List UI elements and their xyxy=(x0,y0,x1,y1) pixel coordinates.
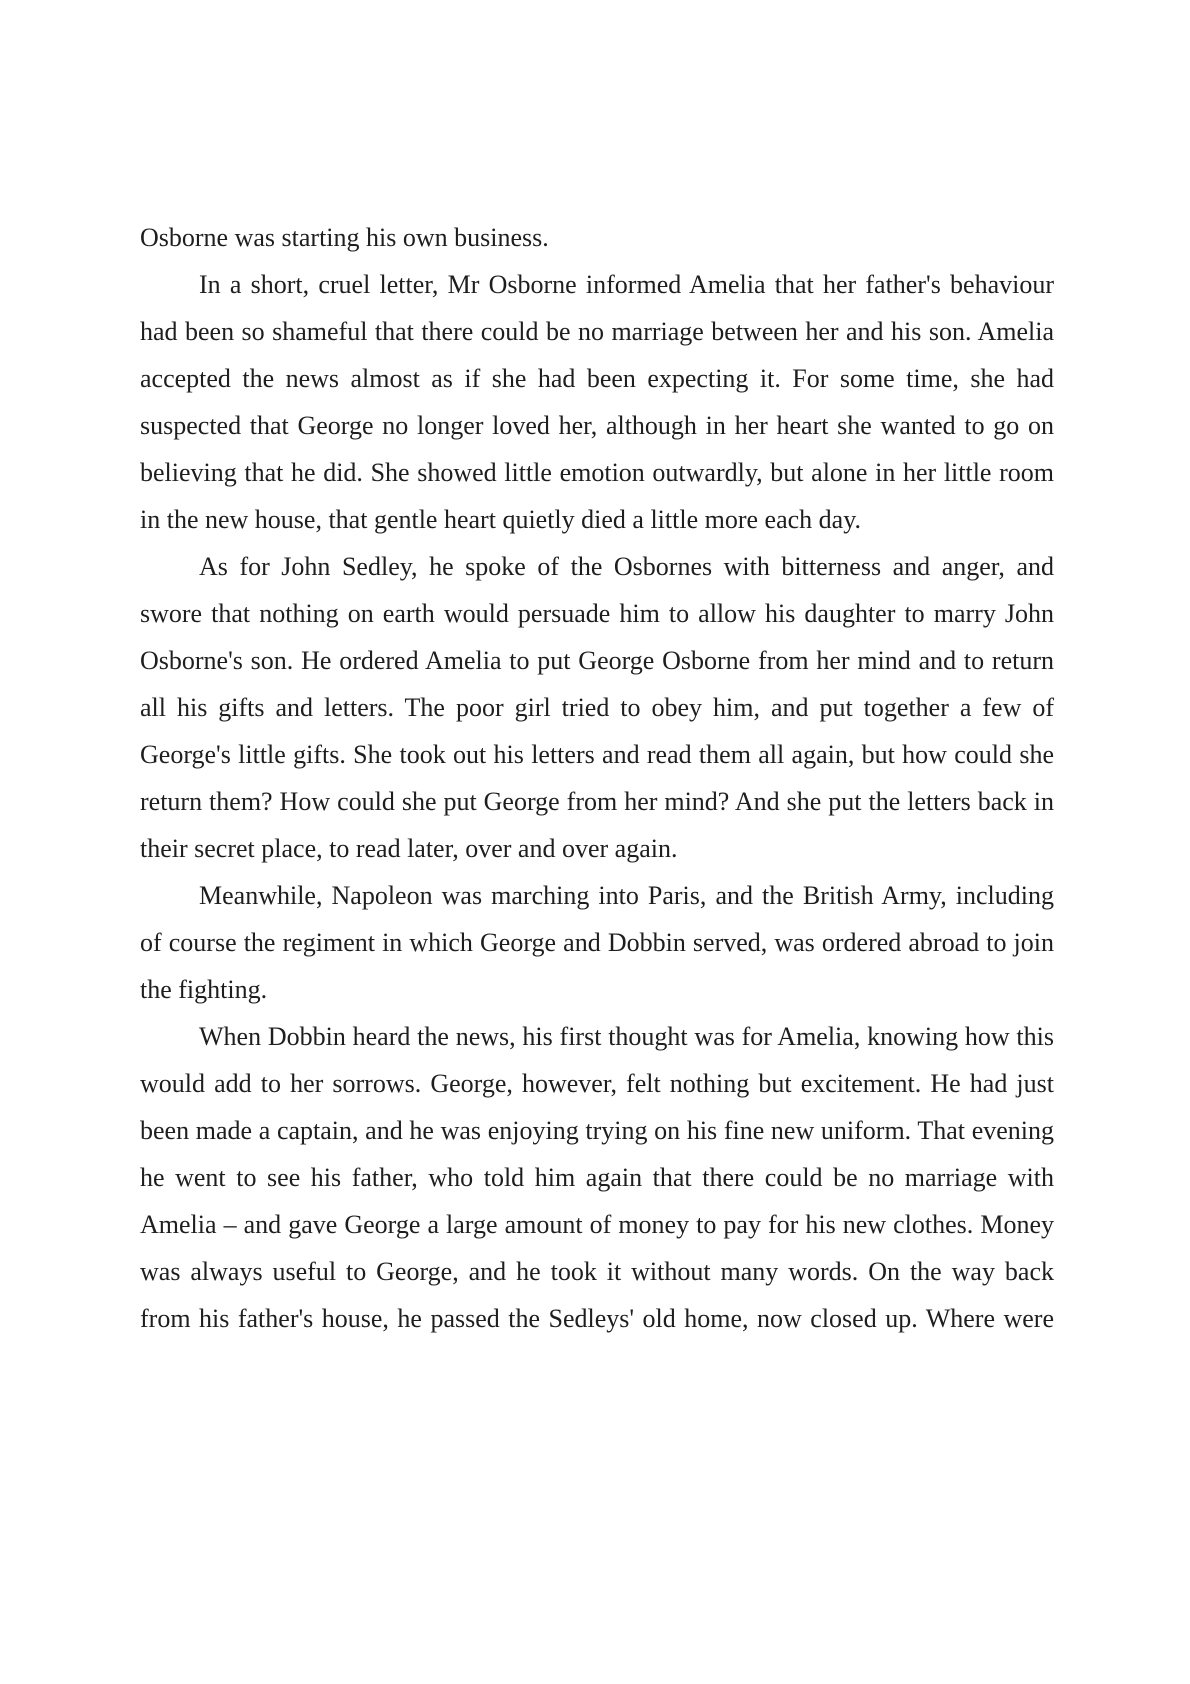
paragraph-5: When Dobbin heard the news, his first thought was for Amelia, knowing how this would add to her sorrows. George, however, felt nothing but excitement. He had just been made a captain, and he was enjoying trying on his fine new uniform. That evening he went to see his father, who told him again that there could be no marriage with Amelia – and gave George a large amount of money to pay for his new clothes. Money was always useful to George, and he took it without many words. On the way back from his father's house, he passed the Sedleys' old home, now closed up. Where were xyxy=(140,1022,1054,1333)
paragraph-3: As for John Sedley, he spoke of the Osbornes with bitterness and anger, and swore that nothing on earth would persuade him to allow his daughter to marry John Osborne's son. He ordered Amelia to put George Osborne from her mind and to return all his gifts and letters. The poor girl tried to obey him, and put together a few of George's little gifts. She took out his letters and read them all again, but how could she return them? How could she put George from her mind? And she put the letters back in their secret place, to read later, over and over again. xyxy=(140,552,1054,863)
page-body xyxy=(140,214,1054,1342)
paragraph-4: Meanwhile, Napoleon was marching into Paris, and the British Army, including of course the regiment in which George and Dobbin served, was ordered abroad to join the fighting. xyxy=(140,881,1054,1004)
paragraph-1: Osborne was starting his own business. xyxy=(140,223,549,252)
paragraph-2: In a short, cruel letter, Mr Osborne informed Amelia that her father's behaviour had been so shameful that there could be no marriage between her and his son. Amelia accepted the news almost as if she had been expecting it. For some time, she had suspected that George no longer loved her, although in her heart she wanted to go on believing that he did. She showed little emotion outwardly, but alone in her little room in the new house, that gentle heart quietly died a little more each day. xyxy=(140,270,1054,534)
